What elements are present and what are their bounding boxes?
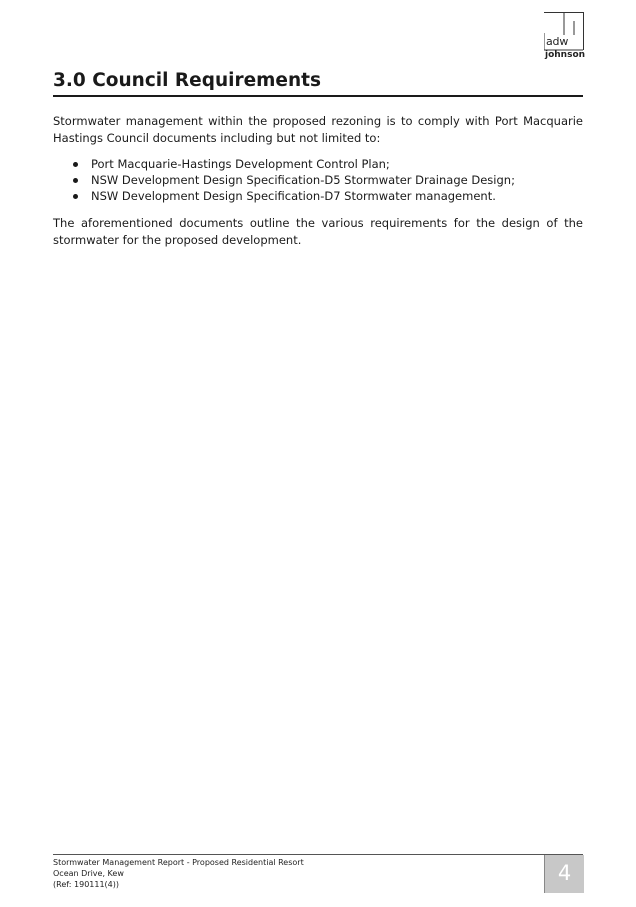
bullet-icon xyxy=(73,178,78,183)
company-logo xyxy=(544,12,586,62)
list-item-text: NSW Development Design Specification-D7 Stormwater management. xyxy=(91,189,496,203)
logo-frame xyxy=(544,12,584,50)
list-item xyxy=(53,188,583,204)
page-number: 4 xyxy=(557,861,572,885)
footer-info xyxy=(53,857,304,890)
page-number-box xyxy=(544,855,584,893)
intro-paragraph: Stormwater management within the proposed rezoning is to comply with Port Macquarie Hastings Council documents including but not limited to: xyxy=(53,114,583,145)
footer-report-title: Stormwater Management Report - Proposed Residential Resort xyxy=(53,858,304,867)
footer-address: Ocean Drive, Kew xyxy=(53,869,124,878)
bullet-icon xyxy=(73,162,78,167)
list-item-text: NSW Development Design Specification-D5 Stormwater Drainage Design; xyxy=(91,173,515,187)
heading-divider xyxy=(53,95,583,97)
bullet-icon xyxy=(73,194,78,199)
list-item xyxy=(53,156,583,172)
logo-mark-text: adw xyxy=(546,35,569,48)
requirements-list xyxy=(53,156,583,204)
logo-name-text: johnson xyxy=(545,50,586,60)
list-item-text: Port Macquarie-Hastings Development Control Plan; xyxy=(91,157,390,171)
list-item xyxy=(53,172,583,188)
section-heading: 3.0 Council Requirements xyxy=(53,70,321,91)
footer-reference: (Ref: 190111(4)) xyxy=(53,880,120,889)
footer-divider xyxy=(53,854,583,855)
closing-paragraph: The aforementioned documents outline the various requirements for the design of the stormwater for the proposed development. xyxy=(53,216,583,247)
